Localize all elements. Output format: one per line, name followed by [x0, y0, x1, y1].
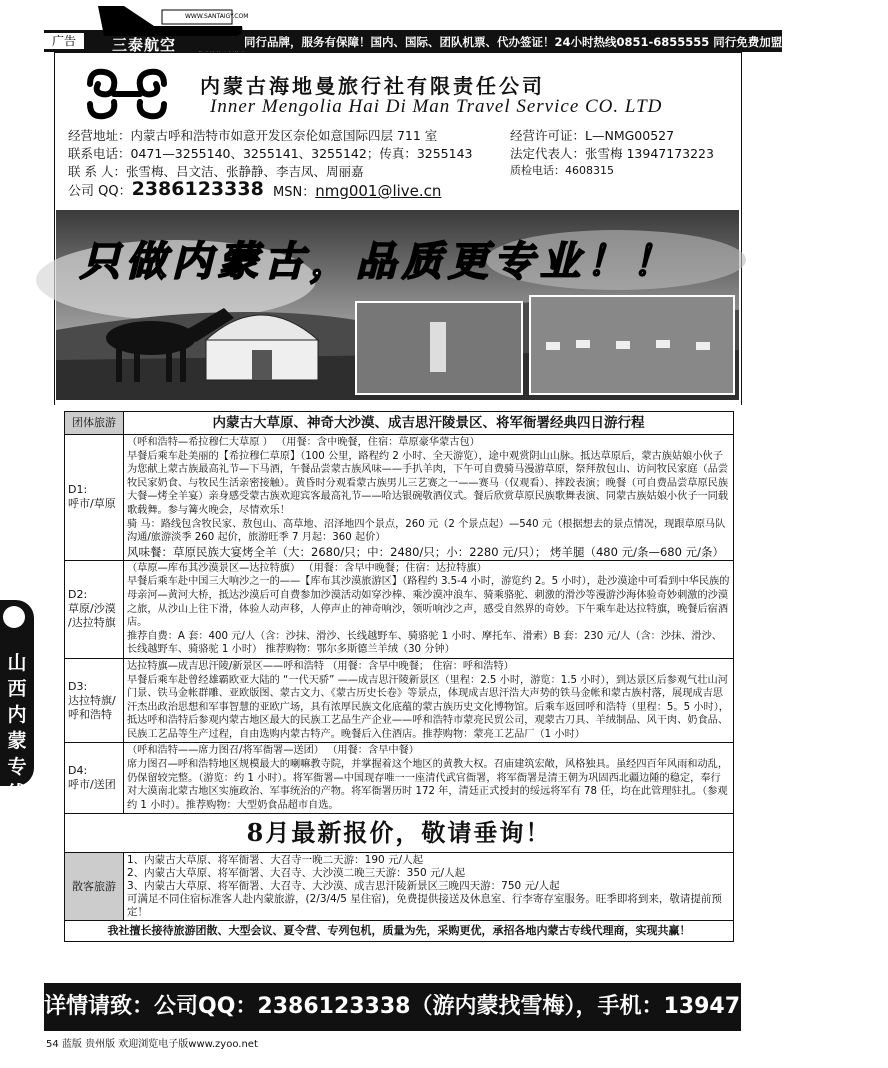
legal-representative: 法定代表人：张雪梅 13947173223 [510, 146, 714, 161]
page-footer: 54 蓝版 贵州版 欢迎浏览电子版www.zyoo.net [46, 1039, 258, 1050]
airline-slogan: 您身边的飞行管家 [198, 52, 247, 59]
bottom-row [65, 921, 734, 942]
day-route: （呼和浩特—希拉穆仁大草原 ） （用餐：含中晚餐，住宿：草原豪华蒙古包） [127, 437, 480, 448]
contact-bar: 详情请致：公司QQ：2386123338（游内蒙找雪梅），手机：13947173223 [44, 983, 741, 1031]
qq-label: 公司 QQ： [68, 184, 132, 199]
airline-name-cn: 三泰航空 [112, 36, 177, 54]
banner-slogan: 只做内蒙古，品质更专业！！ [80, 238, 678, 285]
day-text: 席力图召—呼和浩特地区规模最大的喇嘛教寺院，并掌握着这个地区的黄教大权。召庙建筑宏敞，风格独具。虽经四百年风雨和动乱，仍保留较完整。（游览：约 1 小时）。将军衙署—中国现存唯一一座清代武官衙署，将军衙署是清王朝为巩固西北疆边陲的稳定，奉行对大漠南北蒙古地区实施政治、军事统治的产物。将军衙署历时 172 年，清廷正式授封的绥远将军有 78 任，均在此管理驻扎。（参观约 1 小时）。推荐购物：大型奶食品超市自选。 [127, 759, 729, 811]
airline-name-en: SAN TAI AVIATION [104, 51, 180, 60]
day-route: （呼和浩特——席力图召/将军衙署—送团） （用餐：含早中餐） [127, 745, 419, 757]
scatter-note: 可满足不同住宿标准客人赴内蒙旅游，(2/3/4/5 星住宿)，免费提供接送及休息室、行李寄存室服务。旺季即将到来，敬请提前预定！ [127, 893, 722, 919]
day-extra: 骑 马：路线包含牧民家、敖包山、高草地、沼泽地四个景点，260 元（2 个景点起）—540 元（根据想去的景点情况，现跟草原马队沟通/旅游淡季 260 起价，旅游旺季 7 月起：360 起价） [127, 518, 726, 544]
qq-number: 2386123338 [131, 178, 264, 200]
day-text: 早餐后乘车赴美丽的【希拉穆仁草原】（100 公里，路程约 2 小时、全天游览），途中观赏阴山山脉。抵达草原后，蒙古族姑娘小伙子为您献上蒙古族最高礼节—下马酒，午餐品尝蒙古族风味——手扒羊肉，下午可自费骑马漫游草原，祭拜敖包山、访问牧民家庭（品尝牧民家奶食、与牧民生活亲密接触）。黄昏时分观看蒙古族男儿三艺赛之一——赛马（仅观看）、摔跤表演；晚餐（可自费品尝草原民族大餐—烤全羊宴）亲身感受蒙古族欢迎宾客最高礼节——哈达银碗敬酒仪式。餐后欣赏草原民族歌舞表演、同蒙古族姑娘小伙子一同载歌载舞。参与篝火晚会，尽情欢乐！ [127, 450, 729, 516]
company-name-cn: 内蒙古海地曼旅行社有限责任公司 [200, 74, 545, 98]
group-title: 内蒙古大草原、神奇大沙漠、成吉思汗陵景区、将军衙署经典四日游行程 [124, 412, 734, 435]
day-row [65, 560, 734, 658]
itinerary-table [64, 411, 734, 942]
contact-persons: 联 系 人：张雪梅、吕文洁、张静静、李吉凤、周丽嘉 [68, 164, 364, 179]
scatter-detail [124, 853, 734, 921]
day-label: D2: 草原/沙漠 /达拉特旗 [65, 560, 124, 658]
day-detail [124, 435, 734, 561]
company-logo-icon [80, 64, 174, 122]
scatter-item: 2、内蒙古大草原、将军衙署、大召寺、大沙漠二晚三天游：350 元/人起 [127, 867, 466, 880]
msn-address[interactable]: nmg001@live.cn [315, 182, 442, 200]
business-license: 经营许可证：L—NMG00527 [510, 128, 675, 143]
day-row [65, 658, 734, 743]
day-detail [124, 658, 734, 743]
scatter-item: 1、内蒙古大草原、将军衙署、大召寺一晚二天游：190 元/人起 [127, 854, 424, 867]
company-address: 经营地址：内蒙古呼和浩特市如意开发区奈伦如意国际四层 711 室 [68, 128, 438, 143]
company-qq [68, 178, 264, 200]
day-detail [124, 560, 734, 658]
day-extra: 推荐自费：A 套：400 元/人（含：沙抹、滑沙、长线越野车、骑骆驼 1 小时、摩托车、滑索）B 套：230 元/人（含：沙抹、滑沙、长线越野车、骑骆驼 1 小时） 推荐购物：鄂尔多斯德兰羊绒（30 分钟） [127, 630, 722, 656]
company-msn [273, 181, 441, 200]
day-text: 早餐后乘车赴曾经雄霸欧亚大陆的 “一代天骄” ——成吉思汗陵新景区（里程：2.5 小时，游览：1.5 小时），到达景区后参观气壮山河门景、铁马金帐群雕、亚欧版图、蒙古文力、《蒙古历史长卷》等景点，体现成吉思汗浩大声势的铁马金帐和蒙古族村落，展现成吉思汗杰出政治思想和军事智慧的亚欧广场，具有浓厚民族文化底蕴的蒙古族历史文化博物馆。后乘车返回呼和浩特（里程：5。5 小时），抵达呼和浩特后参观内蒙古地区最大的民族工艺品生产企业——呼和浩特市蒙亮民贸公司，观蒙古刀具、羊绒制品、风干肉、奶食品、民族工艺品等生产过程，自由选购内蒙古特产。晚餐后入住酒店。推荐购物：蒙亮工艺品厂（1 小时） [127, 674, 729, 740]
scatter-row [65, 853, 734, 921]
day-row [65, 435, 734, 561]
day-label: D1: 呼市/草原 [65, 435, 124, 561]
group-title-row [65, 412, 734, 435]
msn-label: MSN： [273, 185, 316, 200]
group-label: 团体旅游 [65, 412, 124, 435]
scatter-label: 散客旅游 [65, 853, 124, 921]
side-tab-label: 山 西 内 蒙 专 线 [7, 652, 27, 804]
day-detail [124, 743, 734, 814]
scatter-item: 3、内蒙古大草原、将军衙署、大召寺、大沙漠、成吉思汗陵新景区三晚四天游：750 元/人起 [127, 880, 560, 893]
side-tab-ring-icon [3, 606, 25, 628]
day-text: 早餐后乘车赴中国三大响沙之一的——【库布其沙漠旅游区】（路程约 3.5-4 小时，游览约 2。5 小时），赴沙漠途中可看到中华民族的母亲河—黄河大桥，抵达沙漠后可自费参加沙漠活动如穿沙棒、乘沙漠冲浪车、骑乘骆驼、刺激的滑沙等漫游沙海体验奇妙刺激的沙漠之旅，从沙山上往下滑，体验人动声移，人停声止的神奇响沙，领听响沙之声，感受自然界的奇妙。下午乘车赴达拉特旗，晚餐后宿酒店。 [127, 576, 730, 629]
day-route: 达拉特旗—成吉思汗陵/新景区——呼和浩特 （用餐：含早中晚餐； 住宿：呼和浩特） [127, 660, 514, 672]
quality-phone: 质检电话：4608315 [510, 164, 614, 177]
company-name-en: Inner Mengolia Hai Di Man Travel Service CO. LTD [210, 96, 663, 117]
day-row [65, 743, 734, 814]
service-statement: 我社擅长接待旅游团散、大型会议、夏令营、专列包机，质量为先，采购更优，承招各地内蒙古专线代理商，实现共赢！ [65, 921, 734, 942]
ad-tag: 广告 [44, 33, 84, 49]
day-extra: 风味餐：草原民族大宴烤全羊（大：2680/只；中：2480/只；小：2280 元/只）； 烤羊腿（480 元/条—680 元/条） [127, 544, 724, 559]
ad-slogan: 同行品牌，服务有保障！国内、国际、团队机票、代办签证！24小时热线0851-6855555 同行免费加盟0851-6800323-3 [244, 35, 888, 49]
day-route: （草原—库布其沙漠景区—达拉特旗） （用餐：含早中晚餐；住宿：达拉特旗） [127, 562, 487, 574]
inquiry-row [65, 814, 734, 853]
day-label: D3: 达拉特旗/ 呼和浩特 [65, 658, 124, 743]
day-label: D4: 呼市/送团 [65, 743, 124, 814]
company-phone: 联系电话：0471—3255140、3255141、3255142；传真：3255143 [68, 146, 473, 161]
airline-website: WWW.SANTAIGY.COM [185, 13, 249, 20]
inquiry-banner: 8月最新报价，敬请垂询！ [65, 814, 734, 853]
